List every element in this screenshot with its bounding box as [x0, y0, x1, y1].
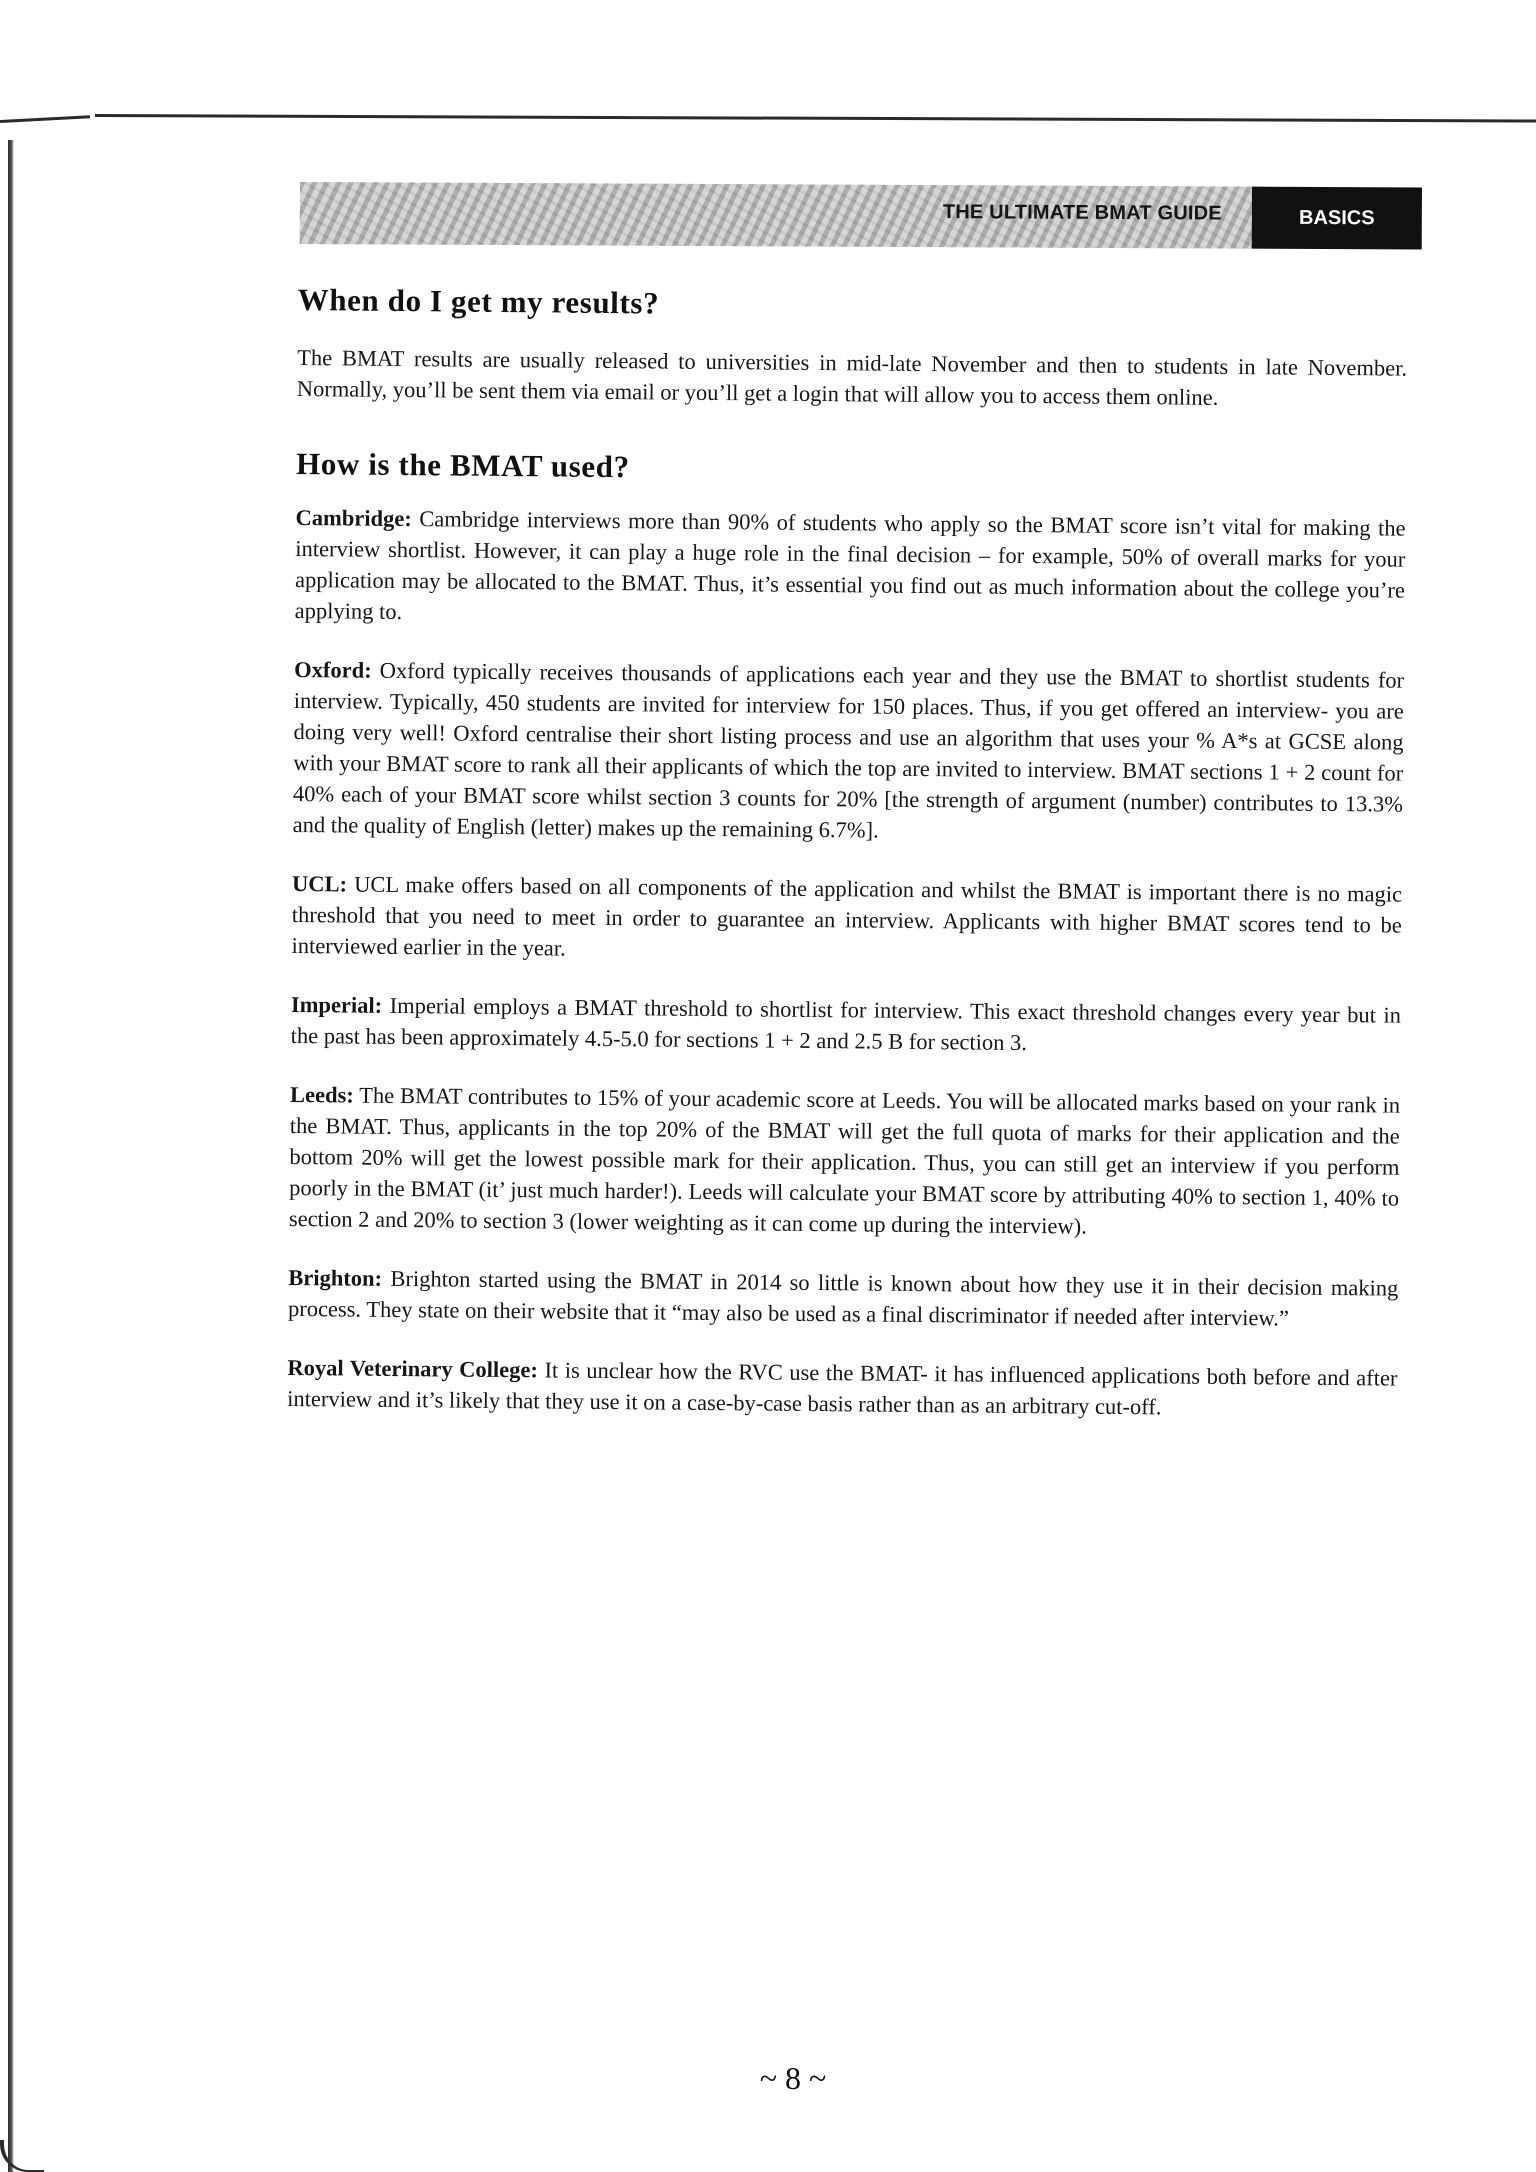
- scan-corner-top-left: [0, 115, 91, 137]
- university-paragraph-imperial: [291, 989, 1402, 1062]
- university-name: Cambridge:: [295, 504, 412, 532]
- university-paragraph-ucl: [291, 868, 1402, 972]
- usage-heading: How is the BMAT used?: [295, 445, 630, 485]
- university-paragraph-cambridge: [295, 502, 1406, 637]
- scan-corner-bottom-left: [0, 2140, 44, 2172]
- university-name: Imperial:: [290, 991, 383, 1018]
- university-text: Oxford typically receives thousands of applications each year and they use the BMAT to shortlist students for interview. Typically, 450 students are invited for interview for 150 places. Thus, if you get offered an interview- you are doing very well! Oxford centralise their short listing process and use an algorithm that uses your % A*s at GCSE along with your BMAT score to rank all their applicants of which the top are invited to interview. BMAT sections 1 + 2 count for 40% each of your BMAT score whilst section 3 counts for 20% [the strength of argument (number) contributes to 13.3% and the quality of English (letter) makes up the remaining 6.7%].: [292, 657, 1405, 843]
- results-heading: When do I get my results?: [297, 281, 660, 321]
- scan-edge-top: [95, 114, 1536, 123]
- university-text: Imperial employs a BMAT threshold to shortlist for interview. This exact threshold changes every year but in the past has been approximately 4.5-5.0 for sections 1 + 2 and 2.5 B for section 3.: [290, 992, 1402, 1056]
- page-content: [287, 270, 1408, 1425]
- university-name: Brighton:: [288, 1264, 383, 1291]
- university-name: Leeds:: [289, 1081, 354, 1108]
- university-name: UCL:: [291, 870, 348, 897]
- results-paragraph: The BMAT results are usually released to universities in mid-late November and then to students in late November. Normally, you’ll be sent them via email or you’ll get a login that will allow you to access them online.: [296, 344, 1408, 410]
- section-tab: [1252, 187, 1422, 250]
- university-paragraph-rvc: [287, 1352, 1398, 1425]
- university-name: Oxford:: [294, 656, 372, 683]
- page-number: ~ 8 ~: [759, 2060, 827, 2096]
- university-paragraph-leeds: [289, 1079, 1400, 1245]
- section-tab-label: BASICS: [1298, 206, 1375, 229]
- university-text: It is unclear how the RVC use the BMAT- it has influenced applications both before and after interview and it’s likely that they use it on a case-by-case basis rather than as an arbitrary cut-off.: [287, 1357, 1398, 1420]
- page-header: [300, 182, 1422, 249]
- university-text: UCL make offers based on all components of the application and whilst the BMAT is important there is no magic threshold that you need to meet in order to guarantee an interview. Applicants with higher BMAT scores tend to be interviewed earlier in the year.: [291, 871, 1403, 961]
- university-name: Royal Veterinary College:: [287, 1354, 539, 1383]
- university-text: The BMAT contributes to 15% of your academic score at Leeds. You will be allocated marks based on your rank in the BMAT. Thus, applicants in the top 20% of the BMAT will get the full quota of marks for their application and the bottom 20% will get the lowest possible mark for their application. Thus, you can still get an interview if you perform poorly in the BMAT (it’ just much harder!). Leeds will calculate your BMAT score by attributing 40% to section 1, 40% to section 2 and 20% to section 3 (lower weighting as it can come up during the interview).: [288, 1082, 1401, 1239]
- university-text: Cambridge interviews more than 90% of students who apply so the BMAT score isn’t vital for making the interview shortlist. However, it can play a huge role in the final decision – for example, 50% of overall marks for your application may be allocated to the BMAT. Thus, it’s essential you find out as much information about the college you’re applying to.: [294, 506, 1406, 625]
- university-paragraph-brighton: [288, 1262, 1399, 1335]
- guide-title: THE ULTIMATE BMAT GUIDE: [942, 201, 1222, 225]
- university-text: Brighton started using the BMAT in 2014 so little is known about how they use it in their decision making process. They state on their website that it “may also be used as a final discriminator if needed after interview.”: [287, 1265, 1399, 1331]
- university-paragraph-oxford: [293, 654, 1405, 851]
- scan-edge-left: [8, 140, 14, 2172]
